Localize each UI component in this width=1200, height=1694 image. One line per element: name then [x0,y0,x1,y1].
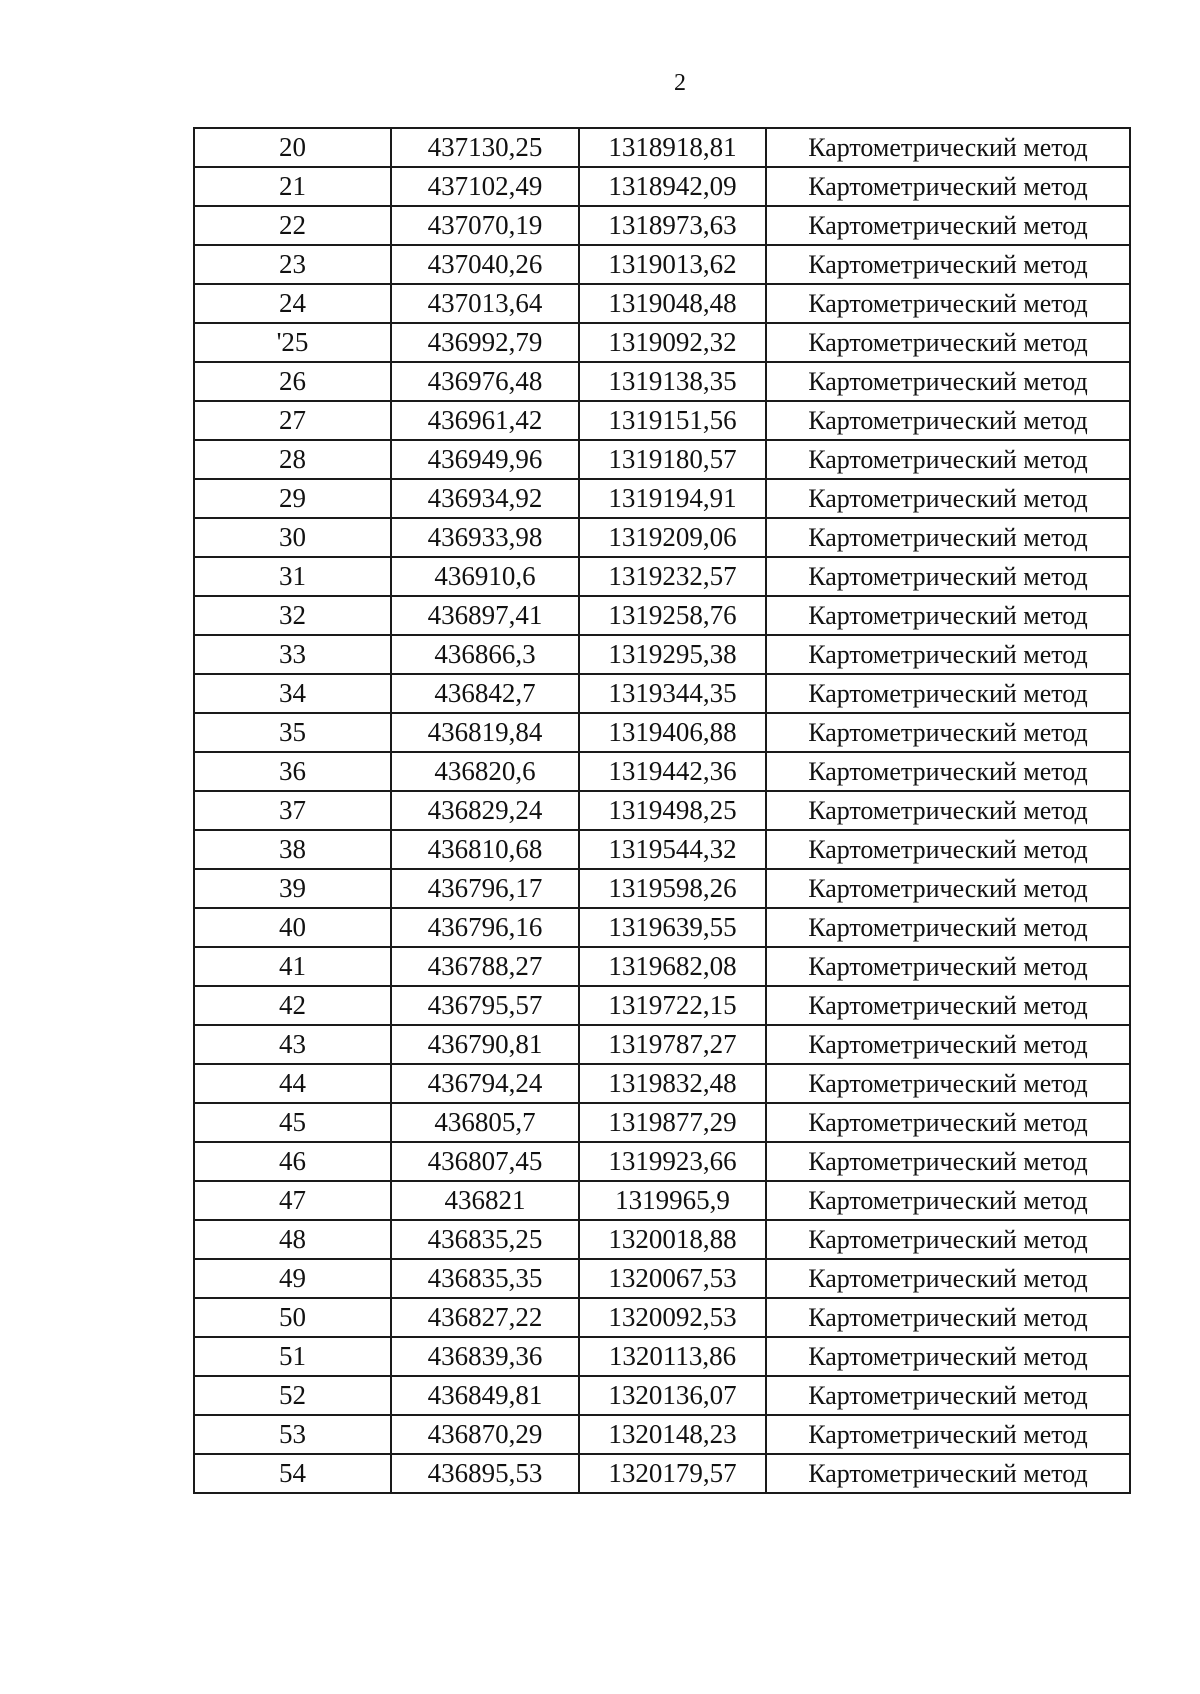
x-coordinate-cell: 436820,6 [391,752,579,791]
method-cell: Картометрический метод [766,167,1130,206]
y-coordinate-cell: 1319787,27 [579,1025,766,1064]
y-coordinate-cell: 1319877,29 [579,1103,766,1142]
method-cell: Картометрический метод [766,1220,1130,1259]
x-coordinate-cell: 437102,49 [391,167,579,206]
point-number-cell: 27 [194,401,391,440]
y-coordinate-cell: 1319151,56 [579,401,766,440]
table-row [194,635,1130,674]
table-row [194,518,1130,557]
x-coordinate-cell: 436827,22 [391,1298,579,1337]
point-number-cell: 31 [194,557,391,596]
x-coordinate-cell: 436976,48 [391,362,579,401]
point-number-cell: 52 [194,1376,391,1415]
y-coordinate-cell: 1319598,26 [579,869,766,908]
x-coordinate-cell: 437040,26 [391,245,579,284]
x-coordinate-cell: 436933,98 [391,518,579,557]
method-cell: Картометрический метод [766,1376,1130,1415]
table-row [194,1064,1130,1103]
method-cell: Картометрический метод [766,1337,1130,1376]
y-coordinate-cell: 1319138,35 [579,362,766,401]
point-number-cell: 44 [194,1064,391,1103]
y-coordinate-cell: 1318918,81 [579,128,766,167]
method-cell: Картометрический метод [766,1298,1130,1337]
y-coordinate-cell: 1319194,91 [579,479,766,518]
method-cell: Картометрический метод [766,206,1130,245]
method-cell: Картометрический метод [766,1103,1130,1142]
table-row [194,167,1130,206]
table-row [194,869,1130,908]
method-cell: Картометрический метод [766,830,1130,869]
table-row [194,986,1130,1025]
point-number-cell: 26 [194,362,391,401]
point-number-cell: 47 [194,1181,391,1220]
y-coordinate-cell: 1320148,23 [579,1415,766,1454]
y-coordinate-cell: 1319013,62 [579,245,766,284]
method-cell: Картометрический метод [766,986,1130,1025]
method-cell: Картометрический метод [766,1025,1130,1064]
x-coordinate-cell: 436839,36 [391,1337,579,1376]
point-number-cell: 43 [194,1025,391,1064]
method-cell: Картометрический метод [766,1181,1130,1220]
y-coordinate-cell: 1320113,86 [579,1337,766,1376]
x-coordinate-cell: 436805,7 [391,1103,579,1142]
x-coordinate-cell: 436819,84 [391,713,579,752]
method-cell: Картометрический метод [766,1415,1130,1454]
x-coordinate-cell: 436949,96 [391,440,579,479]
point-number-cell: 33 [194,635,391,674]
point-number-cell: 20 [194,128,391,167]
table-row [194,284,1130,323]
y-coordinate-cell: 1320179,57 [579,1454,766,1493]
method-cell: Картометрический метод [766,362,1130,401]
y-coordinate-cell: 1319832,48 [579,1064,766,1103]
table-row [194,1376,1130,1415]
method-cell: Картометрический метод [766,752,1130,791]
method-cell: Картометрический метод [766,908,1130,947]
x-coordinate-cell: 436794,24 [391,1064,579,1103]
table-row [194,791,1130,830]
x-coordinate-cell: 436849,81 [391,1376,579,1415]
y-coordinate-cell: 1319092,32 [579,323,766,362]
y-coordinate-cell: 1319639,55 [579,908,766,947]
y-coordinate-cell: 1319232,57 [579,557,766,596]
y-coordinate-cell: 1318973,63 [579,206,766,245]
method-cell: Картометрический метод [766,791,1130,830]
method-cell: Картометрический метод [766,869,1130,908]
method-cell: Картометрический метод [766,635,1130,674]
point-number-cell: 24 [194,284,391,323]
x-coordinate-cell: 436790,81 [391,1025,579,1064]
coordinates-table [193,127,1131,1494]
point-number-cell: 29 [194,479,391,518]
point-number-cell: 49 [194,1259,391,1298]
method-cell: Картометрический метод [766,1454,1130,1493]
table-row [194,596,1130,635]
y-coordinate-cell: 1319295,38 [579,635,766,674]
table-row [194,440,1130,479]
method-cell: Картометрический метод [766,479,1130,518]
table-row [194,1259,1130,1298]
method-cell: Картометрический метод [766,1142,1130,1181]
point-number-cell: 39 [194,869,391,908]
point-number-cell: 34 [194,674,391,713]
table-row [194,1025,1130,1064]
point-number-cell: 38 [194,830,391,869]
table-row [194,1103,1130,1142]
table-row [194,1337,1130,1376]
table-row [194,1181,1130,1220]
table-row [194,206,1130,245]
method-cell: Картометрический метод [766,284,1130,323]
x-coordinate-cell: 436788,27 [391,947,579,986]
y-coordinate-cell: 1319048,48 [579,284,766,323]
x-coordinate-cell: 437070,19 [391,206,579,245]
y-coordinate-cell: 1319209,06 [579,518,766,557]
y-coordinate-cell: 1319258,76 [579,596,766,635]
method-cell: Картометрический метод [766,401,1130,440]
y-coordinate-cell: 1319180,57 [579,440,766,479]
table-row [194,479,1130,518]
table-row [194,1415,1130,1454]
x-coordinate-cell: 436895,53 [391,1454,579,1493]
table-row [194,1142,1130,1181]
table-row [194,1454,1130,1493]
point-number-cell: 37 [194,791,391,830]
point-number-cell: 22 [194,206,391,245]
point-number-cell: 42 [194,986,391,1025]
table-row [194,752,1130,791]
y-coordinate-cell: 1319544,32 [579,830,766,869]
table-row [194,674,1130,713]
point-number-cell: 36 [194,752,391,791]
y-coordinate-cell: 1319923,66 [579,1142,766,1181]
x-coordinate-cell: 436992,79 [391,323,579,362]
x-coordinate-cell: 436870,29 [391,1415,579,1454]
x-coordinate-cell: 436897,41 [391,596,579,635]
y-coordinate-cell: 1319344,35 [579,674,766,713]
point-number-cell: 53 [194,1415,391,1454]
x-coordinate-cell: 436934,92 [391,479,579,518]
y-coordinate-cell: 1319682,08 [579,947,766,986]
method-cell: Картометрический метод [766,596,1130,635]
table-row [194,128,1130,167]
x-coordinate-cell: 436835,25 [391,1220,579,1259]
table-row [194,245,1130,284]
table-row [194,323,1130,362]
x-coordinate-cell: 436961,42 [391,401,579,440]
x-coordinate-cell: 436807,45 [391,1142,579,1181]
point-number-cell: 45 [194,1103,391,1142]
point-number-cell: 21 [194,167,391,206]
x-coordinate-cell: 436866,3 [391,635,579,674]
y-coordinate-cell: 1320136,07 [579,1376,766,1415]
point-number-cell: 23 [194,245,391,284]
table-row [194,1298,1130,1337]
page-number: 2 [674,70,686,96]
x-coordinate-cell: 437130,25 [391,128,579,167]
method-cell: Картометрический метод [766,518,1130,557]
x-coordinate-cell: 436829,24 [391,791,579,830]
point-number-cell: 48 [194,1220,391,1259]
point-number-cell: 35 [194,713,391,752]
y-coordinate-cell: 1319442,36 [579,752,766,791]
point-number-cell: 30 [194,518,391,557]
point-number-cell: 41 [194,947,391,986]
x-coordinate-cell: 436910,6 [391,557,579,596]
y-coordinate-cell: 1320018,88 [579,1220,766,1259]
table-row [194,713,1130,752]
table-row [194,1220,1130,1259]
point-number-cell: 54 [194,1454,391,1493]
method-cell: Картометрический метод [766,1064,1130,1103]
x-coordinate-cell: 436835,35 [391,1259,579,1298]
y-coordinate-cell: 1319406,88 [579,713,766,752]
y-coordinate-cell: 1319722,15 [579,986,766,1025]
method-cell: Картометрический метод [766,1259,1130,1298]
y-coordinate-cell: 1319965,9 [579,1181,766,1220]
method-cell: Картометрический метод [766,128,1130,167]
x-coordinate-cell: 436796,16 [391,908,579,947]
x-coordinate-cell: 437013,64 [391,284,579,323]
table-row [194,830,1130,869]
method-cell: Картометрический метод [766,557,1130,596]
x-coordinate-cell: 436795,57 [391,986,579,1025]
x-coordinate-cell: 436842,7 [391,674,579,713]
point-number-cell: 51 [194,1337,391,1376]
point-number-cell: 40 [194,908,391,947]
x-coordinate-cell: 436821 [391,1181,579,1220]
method-cell: Картометрический метод [766,323,1130,362]
point-number-cell: 50 [194,1298,391,1337]
y-coordinate-cell: 1319498,25 [579,791,766,830]
point-number-cell: 28 [194,440,391,479]
y-coordinate-cell: 1318942,09 [579,167,766,206]
method-cell: Картометрический метод [766,440,1130,479]
point-number-cell: 46 [194,1142,391,1181]
table-row [194,401,1130,440]
x-coordinate-cell: 436810,68 [391,830,579,869]
table-row [194,362,1130,401]
point-number-cell: 32 [194,596,391,635]
coordinates-table-body [194,128,1130,1493]
table-row [194,557,1130,596]
method-cell: Картометрический метод [766,947,1130,986]
y-coordinate-cell: 1320067,53 [579,1259,766,1298]
method-cell: Картометрический метод [766,245,1130,284]
table-row [194,908,1130,947]
x-coordinate-cell: 436796,17 [391,869,579,908]
table-row [194,947,1130,986]
method-cell: Картометрический метод [766,713,1130,752]
point-number-cell: '25 [194,323,391,362]
y-coordinate-cell: 1320092,53 [579,1298,766,1337]
method-cell: Картометрический метод [766,674,1130,713]
